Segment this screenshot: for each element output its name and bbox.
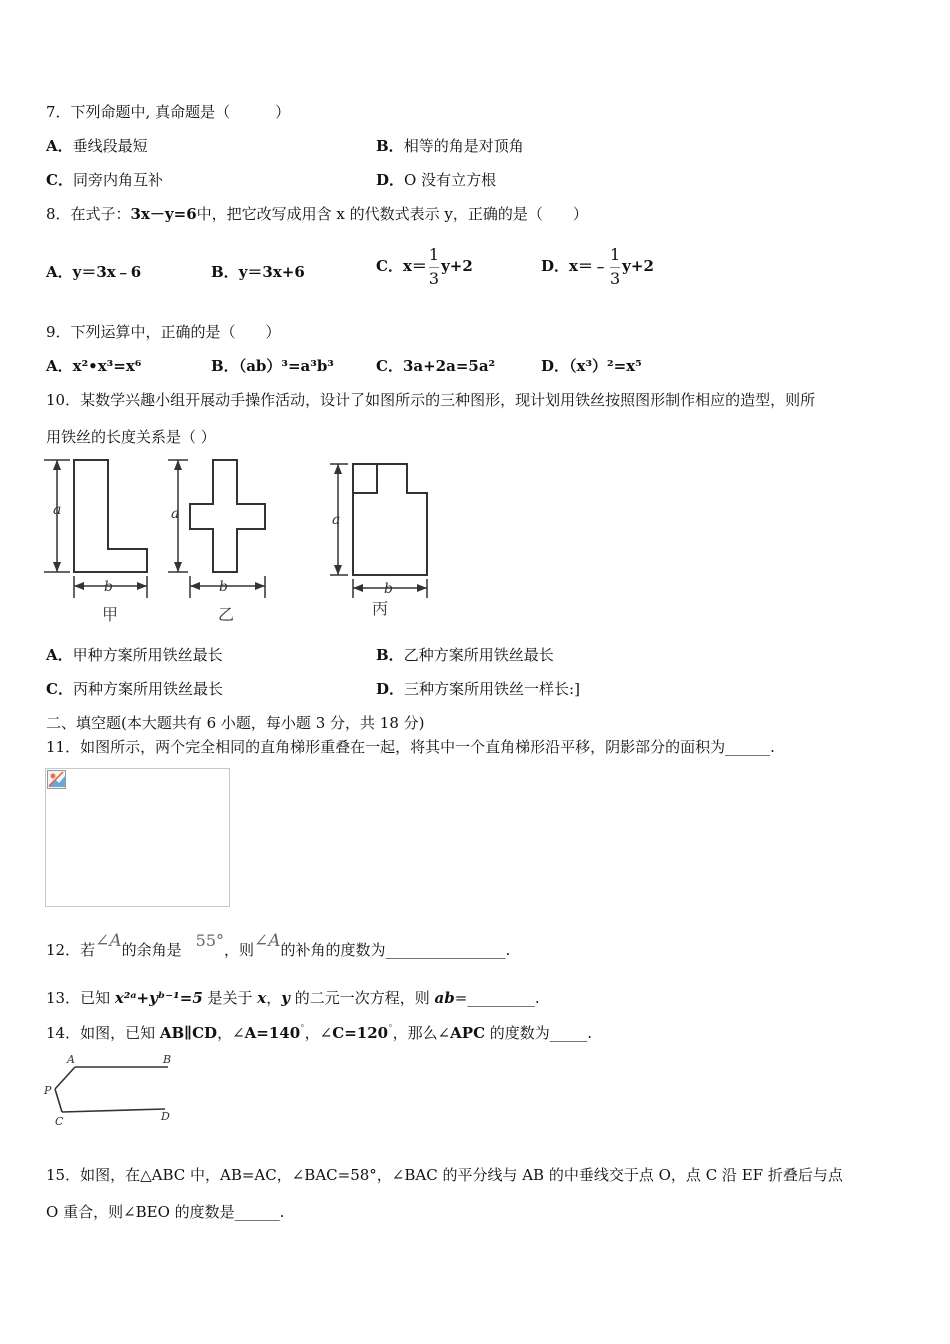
label-a-jia: a: [53, 502, 62, 518]
label-b-yi: b: [219, 579, 228, 595]
q10-option-d: D．三种方案所用铁丝一样长:]: [376, 680, 580, 698]
fraction-one-third: $\frac{1}{3}$: [428, 245, 440, 288]
q15-stem-line2: O 重合，则∠BEO 的度数是______.: [46, 1203, 285, 1221]
broken-image-icon: [47, 770, 67, 790]
q10-option-a: A．甲种方案所用铁丝最长: [46, 646, 223, 664]
point-b: B: [163, 1053, 172, 1066]
q11-stem: 11．如图所示，两个完全相同的直角梯形重叠在一起，将其中一个直角梯形沿平移，阴影部分的面积为______.: [46, 738, 775, 756]
figure-yi-shape: [190, 460, 265, 572]
q7-option-a: A．垂线段最短: [46, 137, 148, 155]
degree-55: 55°: [195, 931, 224, 950]
q8-option-c: C．x＝ $\frac{1}{3}$ y+2: [376, 245, 473, 288]
q10-stem-line1: 10．某数学兴趣小组开展动手操作活动，设计了如图所示的三种图形，现计划用铁丝按照图形制作相应的造型，则所: [46, 391, 816, 409]
section-heading: 二、填空题(本大题共有 6 小题，每小题 3 分，共 18 分): [46, 714, 425, 732]
fraction-one-third: $\frac{1}{3}$: [609, 245, 621, 288]
figure-jia-shape: [74, 460, 147, 572]
label-yi: 乙: [218, 605, 235, 624]
q8-stem: 8．在式子：3x－y=6中，把它改写成用含 x 的代数式表示 y，正确的是（ ）: [46, 205, 588, 223]
q7-stem: 7．下列命题中, 真命题是（ ）: [46, 103, 291, 121]
q12-stem: 12．若∠A的余角是 55°，则∠A的补角的度数为________________.: [46, 931, 511, 959]
q9-option-c: C．3a+2a=5a²: [376, 357, 496, 375]
q15-stem-line1: 15．如图，在△ABC 中，AB=AC，∠BAC=58°，∠BAC 的平分线与 AB 的中垂线交于点 O，点 C 沿 EF 折叠后与点: [46, 1166, 843, 1184]
label-b-bing: b: [384, 581, 393, 597]
q10-figure: [40, 452, 440, 627]
q10-option-b: B．乙种方案所用铁丝最长: [376, 646, 554, 664]
q9-option-d: D．（x³）²=x⁵: [541, 357, 642, 375]
q8-option-d: D．x＝﹣ $\frac{1}{3}$ y+2: [541, 245, 654, 288]
label-jia: 甲: [102, 605, 119, 624]
point-p: P: [44, 1084, 52, 1097]
q13-stem: 13．已知 x²ᵃ+yᵇ⁻¹=5 是关于 x，y 的二元一次方程，则 ab=_________.: [46, 989, 540, 1007]
q9-option-a: A．x²•x³=x⁶: [46, 357, 142, 375]
label-b-jia: b: [104, 579, 113, 595]
q14-stem: 14．如图，已知 AB∥CD，∠A=140°，∠C=120°，那么∠APC 的度数为_____.: [46, 1024, 593, 1042]
label-bing: 丙: [372, 599, 389, 618]
angle-a: ∠A: [95, 931, 122, 951]
point-a: A: [67, 1053, 75, 1066]
q7-option-d: D．O 没有立方根: [376, 171, 497, 189]
q7-option-c: C．同旁内角互补: [46, 171, 163, 189]
point-d: D: [161, 1110, 170, 1123]
q10-stem-line2: 用铁丝的长度关系是（ ）: [46, 428, 216, 446]
q8-option-b: B．y＝3x+6: [211, 263, 305, 281]
point-c: C: [55, 1115, 64, 1128]
label-a-bing: a: [332, 512, 341, 528]
q7-option-b: B．相等的角是对顶角: [376, 137, 524, 155]
q9-stem: 9．下列运算中，正确的是（ ）: [46, 323, 281, 341]
q10-option-c: C．丙种方案所用铁丝最长: [46, 680, 223, 698]
q9-option-b: B．（ab）³=a³b³: [211, 357, 334, 375]
angle-a: ∠A: [254, 931, 281, 951]
q14-figure: [40, 1052, 190, 1132]
q11-broken-image: [45, 768, 230, 907]
label-a-yi: a: [171, 506, 180, 522]
q8-option-a: A．y＝3x﹣6: [46, 263, 142, 281]
